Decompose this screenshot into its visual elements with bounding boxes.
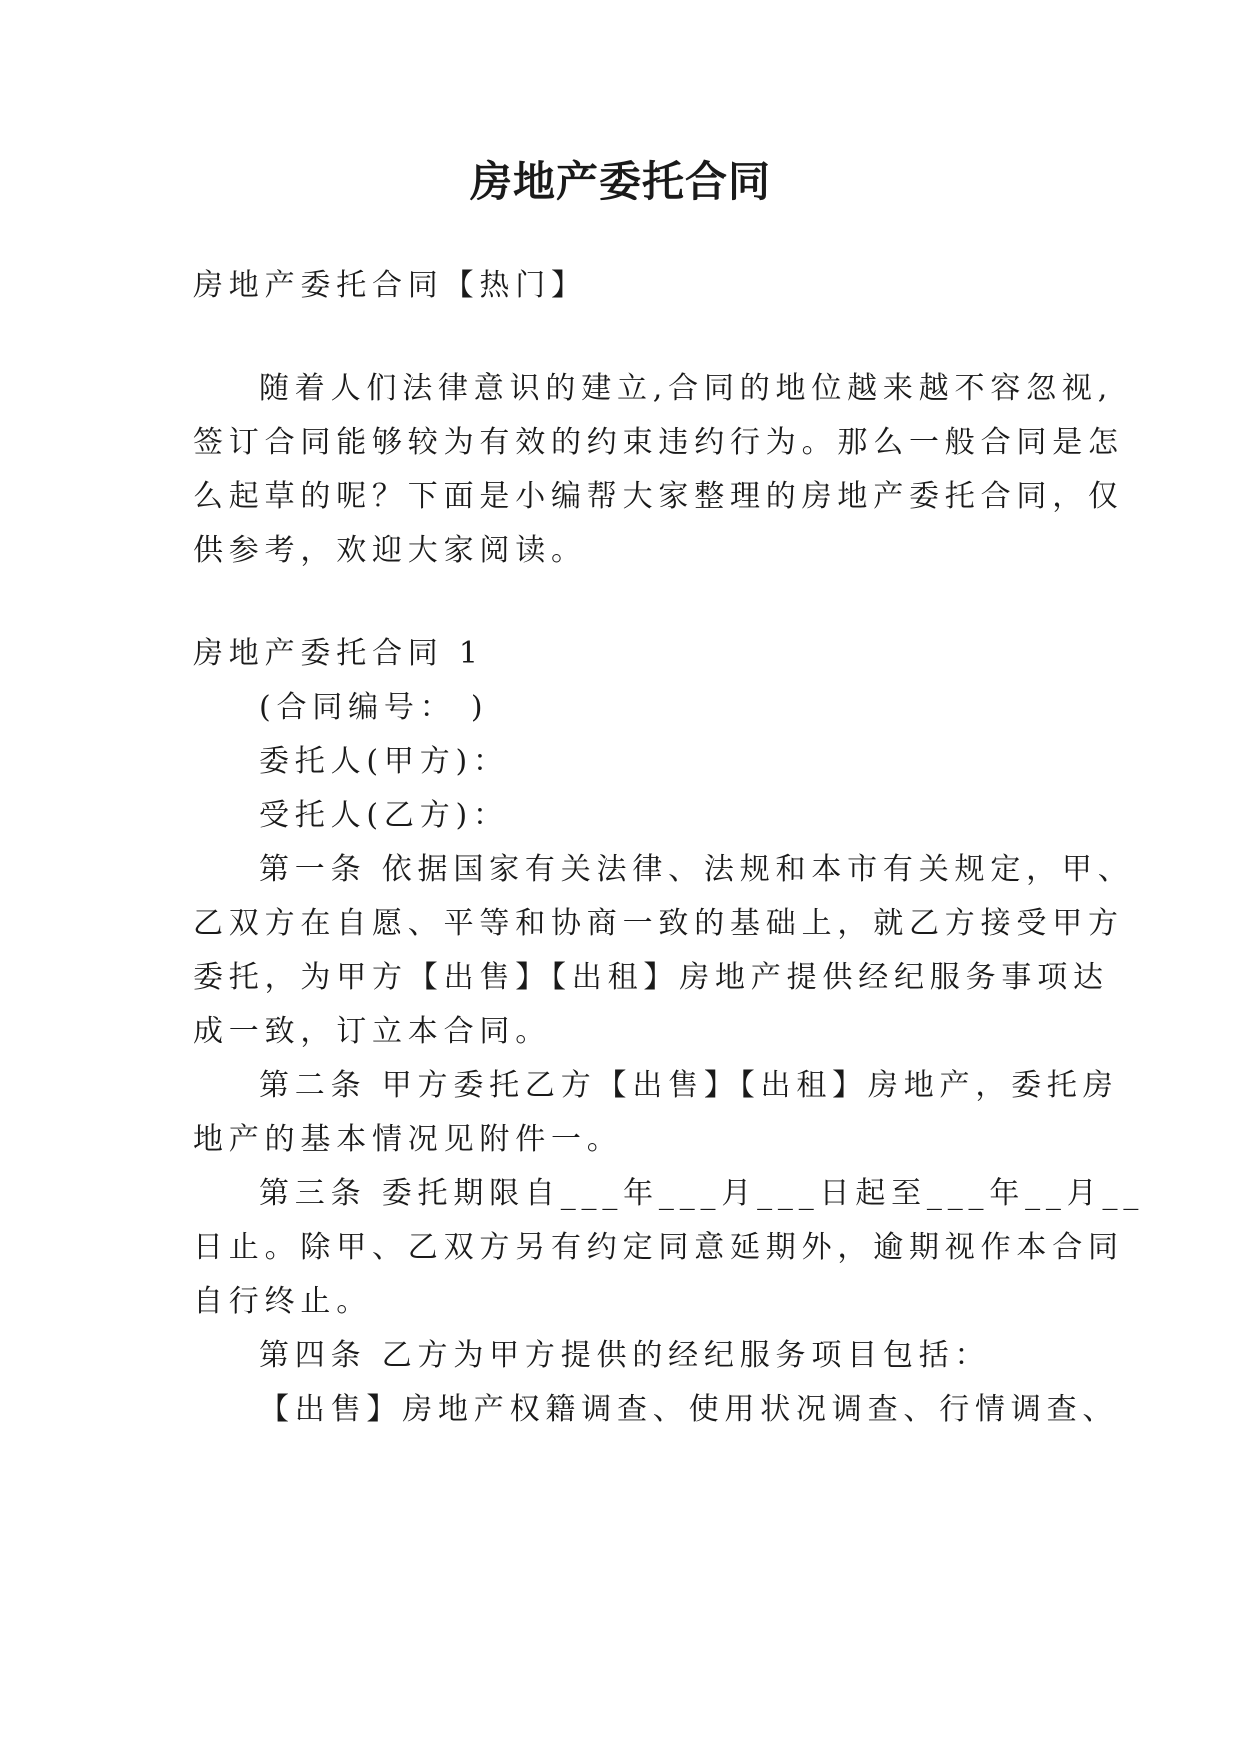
article-1-line-2: 乙双方在自愿、平等和协商一致的基础上，就乙方接受甲方 — [193, 906, 1124, 941]
article-4-line-1: 第四条 乙方为甲方提供的经纪服务项目包括： — [259, 1338, 991, 1373]
article-3-line-1: 第三条 委托期限自___年___月___日起至___年__月__ — [259, 1176, 1145, 1211]
intro-line-2: 签订合同能够较为有效的约束违约行为。那么一般合同是怎 — [193, 425, 1124, 460]
article-4-line-2: 【出售】房地产权籍调查、使用状况调查、行情调查、 — [259, 1392, 1119, 1427]
article-2-line-1: 第二条 甲方委托乙方【出售】【出租】房地产，委托房 — [259, 1068, 1119, 1103]
document-title: 房地产委托合同 — [469, 157, 771, 206]
contract-number: (合同编号： ) — [259, 690, 489, 725]
subtitle-line: 房地产委托合同【热门】 — [193, 268, 587, 303]
article-1-line-1: 第一条 依据国家有关法律、法规和本市有关规定，甲、 — [259, 852, 1134, 887]
article-3-line-3: 自行终止。 — [193, 1284, 372, 1319]
contract-heading: 房地产委托合同 1 — [193, 636, 484, 671]
party-b: 受托人(乙方)： — [259, 798, 509, 833]
party-a: 委托人(甲方)： — [259, 744, 509, 779]
intro-line-3: 么起草的呢？下面是小编帮大家整理的房地产委托合同，仅 — [193, 479, 1124, 514]
intro-line-1: 随着人们法律意识的建立,合同的地位越来越不容忽视, — [259, 371, 1114, 406]
article-2-line-2: 地产的基本情况见附件一。 — [193, 1122, 623, 1157]
article-1-line-3: 委托，为甲方【出售】【出租】房地产提供经纪服务事项达 — [193, 960, 1109, 995]
article-3-line-2: 日止。除甲、乙双方另有约定同意延期外，逾期视作本合同 — [193, 1230, 1124, 1265]
intro-line-4: 供参考，欢迎大家阅读。 — [193, 533, 587, 568]
article-1-line-4: 成一致，订立本合同。 — [193, 1014, 551, 1049]
